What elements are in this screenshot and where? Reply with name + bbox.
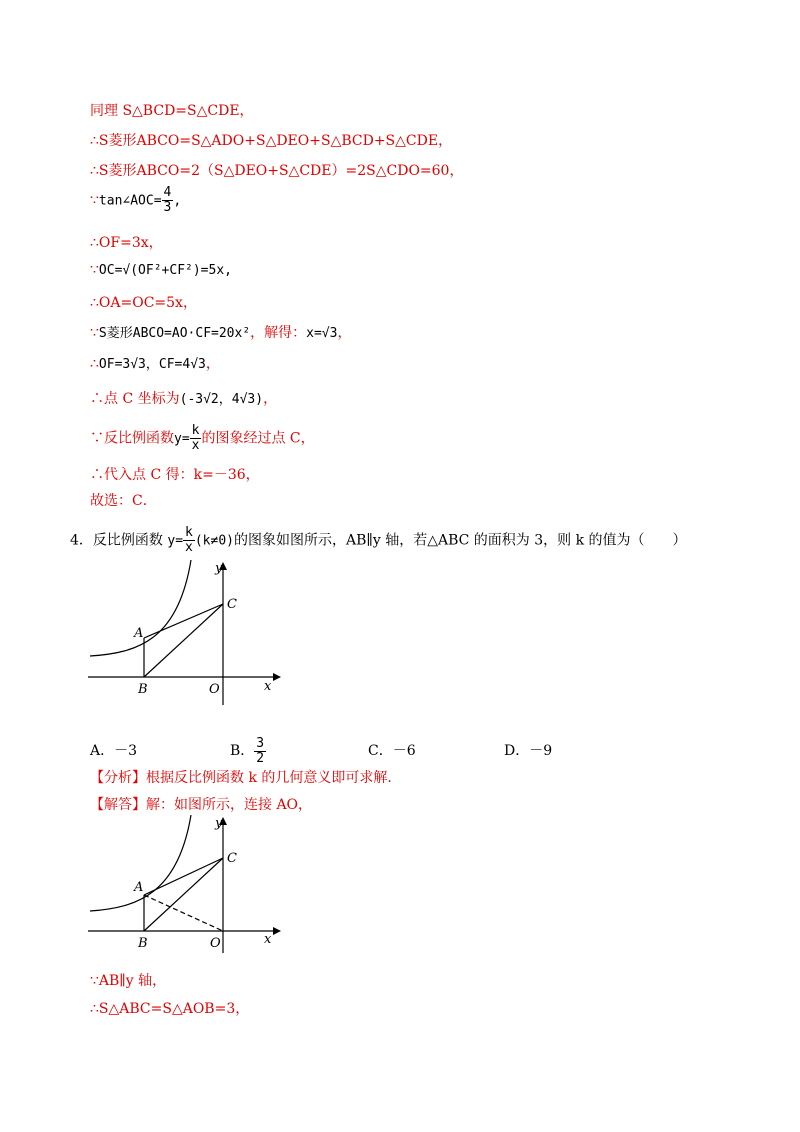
fraction-k-x xyxy=(190,424,202,453)
because-symbol: ∵ xyxy=(90,325,99,341)
label-y: y xyxy=(215,561,223,576)
question-figure xyxy=(88,560,288,710)
label-x: x xyxy=(264,932,272,947)
fraction-numerator: 3 xyxy=(256,735,265,751)
question-4 xyxy=(70,526,687,555)
analysis-line xyxy=(90,767,392,787)
solution-line-4 xyxy=(90,186,181,215)
function-text: ∵反比例函数 xyxy=(90,430,174,447)
fraction-denominator: x xyxy=(191,438,200,453)
tan-expression: tan∠AOC= xyxy=(98,193,162,209)
solution-line-2: ∴S菱形ABCO=S△ADO+S△DEO+S△BCD+S△CDE， xyxy=(90,133,453,149)
x-axis-arrow xyxy=(273,673,281,681)
oc-expression: OC=√(OF²+CF²)=5x, xyxy=(98,263,232,278)
segment-bc xyxy=(144,858,223,931)
function-post-text: 的图象经过点 C， xyxy=(201,430,315,447)
answer-figure xyxy=(88,815,288,955)
segment-ao-dashed xyxy=(144,895,223,931)
solution-line-7: ∴OA=OC=5x， xyxy=(90,295,197,311)
label-c: C xyxy=(227,597,237,612)
point-c-coordinates: (-3√2，4√3) xyxy=(179,392,264,407)
area-expression: S菱形ABCO=AO·CF=20x² xyxy=(98,326,251,341)
function-y: y= xyxy=(167,533,184,549)
hyperbola-curve xyxy=(90,815,191,911)
answer-line-2: ∴S△ABC=S△AOB=3， xyxy=(90,1001,250,1017)
label-c: C xyxy=(227,851,237,866)
because-symbol: ∵ xyxy=(90,192,99,209)
analysis-tag: 【分析】 xyxy=(90,770,146,786)
x-axis-arrow xyxy=(273,927,281,935)
label-b: B xyxy=(138,936,148,951)
solution-line-10 xyxy=(90,388,277,408)
label-b: B xyxy=(138,682,148,697)
solution-line-8 xyxy=(90,322,351,342)
answer-text: 解：如图所示，连接 AO， xyxy=(146,797,313,813)
fraction-denominator: 2 xyxy=(256,750,265,766)
function-y: y= xyxy=(174,431,190,447)
option-c[interactable]: C．－6 xyxy=(368,743,416,759)
punctuation: ， xyxy=(263,391,278,407)
label-o: O xyxy=(209,682,220,697)
because-symbol: ∵ xyxy=(90,262,99,278)
therefore-symbol: ∴ xyxy=(90,356,99,372)
label-a: A xyxy=(134,626,144,641)
analysis-text: 根据反比例函数 k 的几何意义即可求解. xyxy=(146,770,392,786)
solution-line-9 xyxy=(90,353,220,373)
question-text-pre: 反比例函数 xyxy=(92,532,163,549)
fraction-numerator: 4 xyxy=(163,185,172,200)
option-b[interactable] xyxy=(230,722,266,766)
solution-line-13: 故选：C． xyxy=(90,493,157,509)
fraction-numerator: k xyxy=(185,525,193,540)
segment-ac xyxy=(144,604,223,638)
answer-tag: 【解答】 xyxy=(90,797,146,813)
hyperbola-curve xyxy=(90,560,191,656)
k-condition: (k≠0) xyxy=(194,533,234,549)
solution-line-6 xyxy=(90,262,232,278)
segment-ac xyxy=(144,858,223,895)
question-text-post: 的图象如图所示，AB∥y 轴，若△ABC 的面积为 3，则 k 的值为（ ） xyxy=(234,532,687,549)
option-a[interactable]: A．－3 xyxy=(90,743,138,759)
fraction-denominator: x xyxy=(185,540,193,555)
question-number: 4． xyxy=(70,532,93,549)
label-x: x xyxy=(264,679,272,694)
option-d[interactable]: D．－9 xyxy=(504,743,553,759)
label-a: A xyxy=(134,880,144,895)
solution-line-3: ∴S菱形ABCO=2（S△DEO+S△CDE）=2S△CDO=60， xyxy=(90,163,464,179)
segment-bc xyxy=(144,604,223,677)
answer-line-1: ∵AB∥y 轴， xyxy=(90,973,167,989)
answer-line xyxy=(90,794,312,814)
fraction-denominator: 3 xyxy=(163,200,172,215)
solution-line-1: 同理 S△BCD=S△CDE， xyxy=(90,103,254,119)
punctuation: ， xyxy=(337,325,352,341)
x-value: x=√3 xyxy=(306,326,338,341)
solution-line-12: ∴代入点 C 得：k=－36， xyxy=(90,467,260,483)
fraction-numerator: k xyxy=(191,423,200,438)
label-y: y xyxy=(215,816,223,831)
punctuation: , xyxy=(173,193,182,209)
solution-line-11 xyxy=(90,424,315,453)
punctuation: ， xyxy=(205,356,220,372)
fraction-3-2 xyxy=(254,737,266,766)
solve-text: ，解得： xyxy=(250,325,307,341)
option-b-label: B． xyxy=(230,743,255,759)
fraction-4-3 xyxy=(162,186,174,215)
solution-line-5: ∴OF=3x， xyxy=(90,235,163,251)
point-c-text: ∴点 C 坐标为 xyxy=(90,391,180,407)
fraction-k-x xyxy=(183,526,195,555)
label-o: O xyxy=(210,936,221,951)
of-cf-values: OF=3√3，CF=4√3 xyxy=(98,357,206,372)
